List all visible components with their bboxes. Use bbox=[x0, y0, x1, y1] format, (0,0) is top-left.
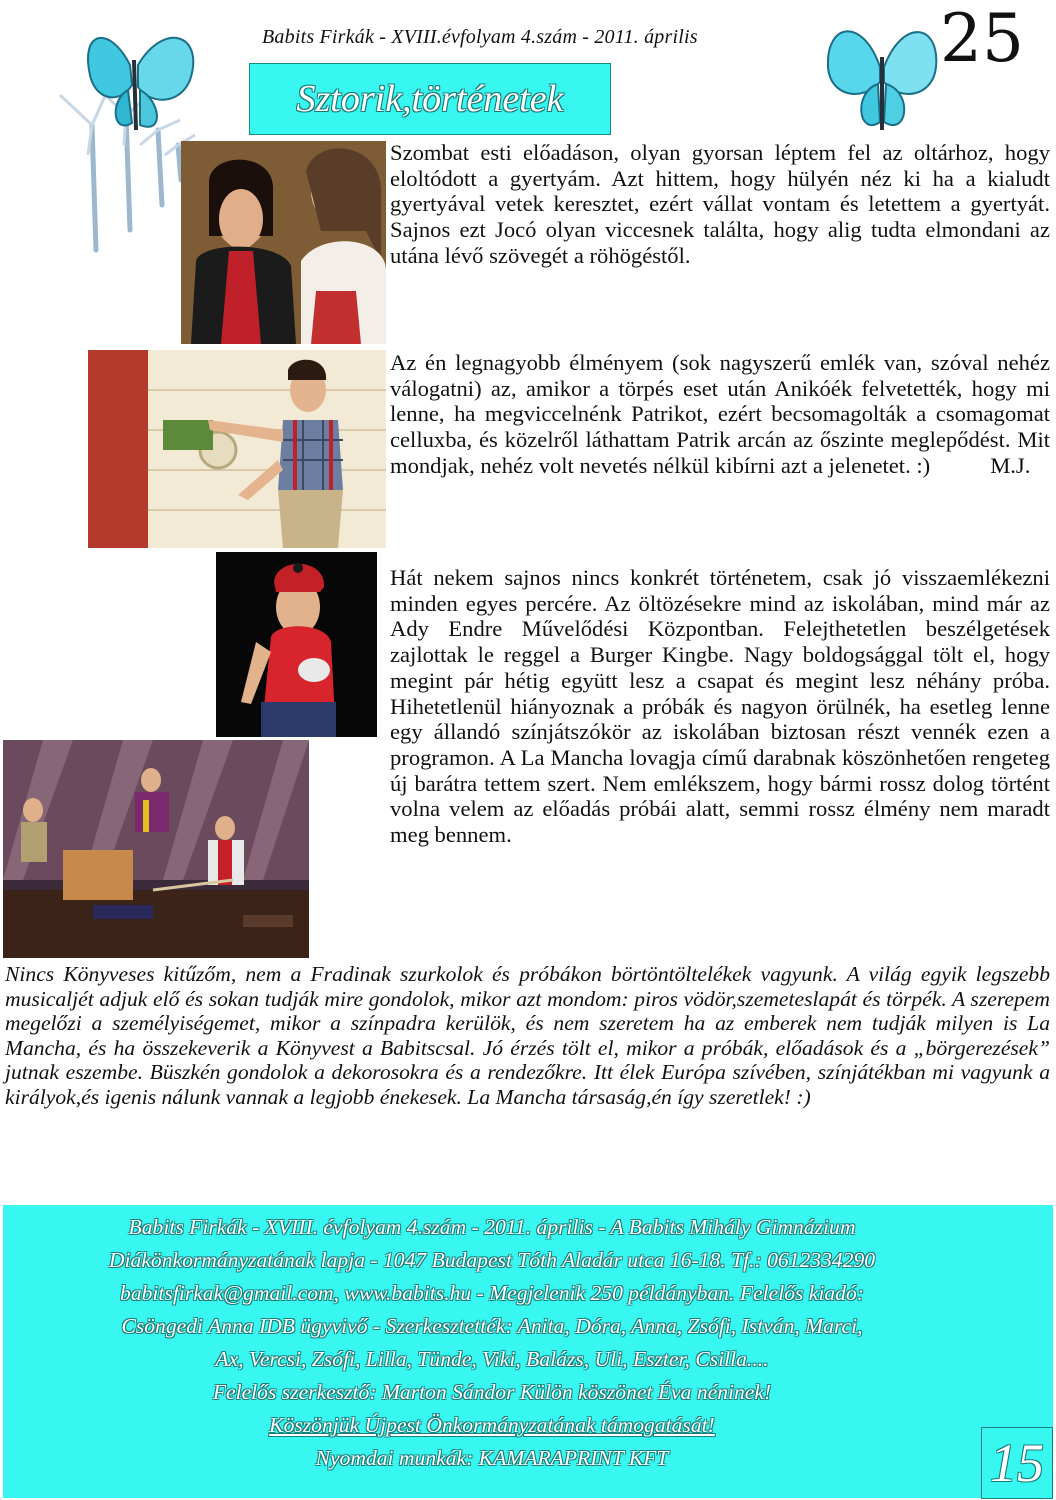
colophon-line-7: Köszönjük Újpest Önkormányzatának támogatását! bbox=[269, 1413, 715, 1437]
footer-page-number: 15 bbox=[990, 1433, 1044, 1493]
photo-stage-scene bbox=[3, 740, 309, 958]
section-title: Sztorik,történetek bbox=[296, 78, 564, 120]
signature: M.J. bbox=[990, 452, 1031, 478]
photo-actor-stage bbox=[88, 350, 386, 548]
colophon-line-6: Felelős szerkesztő: Marton Sándor Külön köszönet Éva néninek! bbox=[212, 1380, 772, 1404]
section-title-box bbox=[249, 63, 611, 135]
story-paragraph-2 bbox=[390, 350, 1050, 479]
story-paragraph-3: Hát nekem sajnos nincs konkrét történetem, csak jó visszaemlékezni minden egyes percére. Az öltözésekre mind az iskolában, mind már az Ady Endre Művelődési Központban. Felejthetetlen beszélgetések zajlottak le reggel a Burger Kingbe. Nagy boldogsággal tölt el, hogy megint pár hétig együtt lesz a csapat és megint lesz néhány próba. Hihetetlenül hiányoznak a próbák és nagyon örülnék, ha esetleg lenne egy állandó színjátszókör az iskolában biztosan részt vennék ezen a programon. A La Mancha lovagja című darabnak köszönhetően rengeteg új barátra tettem szert. Nem emlékszem, hogy bármi rossz dolog történt volna velem az előadás próbái alatt, semmi rossz élmény nem maradt meg bennem. bbox=[390, 565, 1050, 848]
butterfly-icon bbox=[818, 12, 946, 142]
photo-actress-red-dress bbox=[216, 552, 377, 737]
page-number: 25 bbox=[940, 0, 1024, 77]
colophon-line-2: Diákönkormányzatának lapja - 1047 Budapest Tóth Aladár utca 16-18. Tf.: 0612334290 bbox=[108, 1248, 876, 1272]
colophon-line-3: babitsfirkak@gmail.com, www.babits.hu - Megjelenik 250 példányban. Felelős kiadó: bbox=[120, 1281, 864, 1305]
butterfly-illustration-right bbox=[818, 12, 946, 142]
footer-page-number-box bbox=[981, 1427, 1053, 1499]
photo-actresses bbox=[181, 141, 386, 344]
italic-story: Nincs Könyveses kitűzőm, nem a Fradinak szurkolok és próbákon börtöntöltelékek vagyunk. A világ egyik legszebb musicaljét adjuk elő és sokan tudják mire gondolok, mikor azt mondom: piros vödör,szemeteslapát és törpék. A szerepem megelőzi a személyiségemet, mikor a színpadra kerülök, és nem szeretem ha az emberek nem tudják milyen is La Mancha, és ha összekeverik a Könyvest a Babitscsal. Jó érzés tölt el, mikor a próbák, előadások és a „börgerezések” jutnak eszembe. Büszkén gondolok a dekorosokra és a rendezőkre. Itt élek Európa szívében, színjátékban mi vagyunk a királyok,és igenis nálunk vannak a legjobb énekesek. La Mancha társaság,én így szeretlek! :) bbox=[5, 962, 1050, 1109]
colophon-line-4: Csöngedi Anna IDB ügyvivő - Szerkesztették: Anita, Dóra, Anna, Zsófi, István, Marci, bbox=[121, 1314, 863, 1338]
butterfly-icon bbox=[88, 38, 193, 130]
colophon-line-5: Ax, Vercsi, Zsófi, Lilla, Tünde, Viki, Balázs, Uli, Eszter, Csilla.... bbox=[215, 1347, 769, 1371]
story-paragraph-1: Szombat esti előadáson, olyan gyorsan léptem fel az oltárhoz, hogy eloltódott a gyertyám. Azt hittem, hogy hülyén néz ki ha a kialudt gyertyával vetek keresztet, ezért vállat vontam és letettem a gyertyát. Sajnos ezt Jocó olyan viccesnek találta, hogy alig tudta elmondani az utána lévő szövegét a röhögéstől. bbox=[390, 140, 1050, 268]
story-paragraph-2-text: Az én legnagyobb élményem (sok nagyszerű emlék van, szóval nehéz válogatni) az, amikor a törpés eset után Anikóék felvetették, hogy mi lenne, ha megviccelnénk Patrikot, ezért becsomagolták a csomagomat celluxba, és közelről láthattam Patrik arcán az őszinte meglepődést. Mit mondjak, nehéz volt nevetés nélkül kibírni azt a jelenetet. :) bbox=[390, 350, 1050, 478]
colophon-line-1: Babits Firkák - XVIII. évfolyam 4.szám - 2011. április - A Babits Mihály Gimnázium bbox=[128, 1215, 856, 1239]
colophon-line-8: Nyomdai munkák: KAMARAPRINT KFT bbox=[315, 1446, 669, 1470]
header-issue-line: Babits Firkák - XVIII.évfolyam 4.szám - 2011. április bbox=[262, 26, 698, 48]
colophon-footer bbox=[3, 1205, 1053, 1498]
